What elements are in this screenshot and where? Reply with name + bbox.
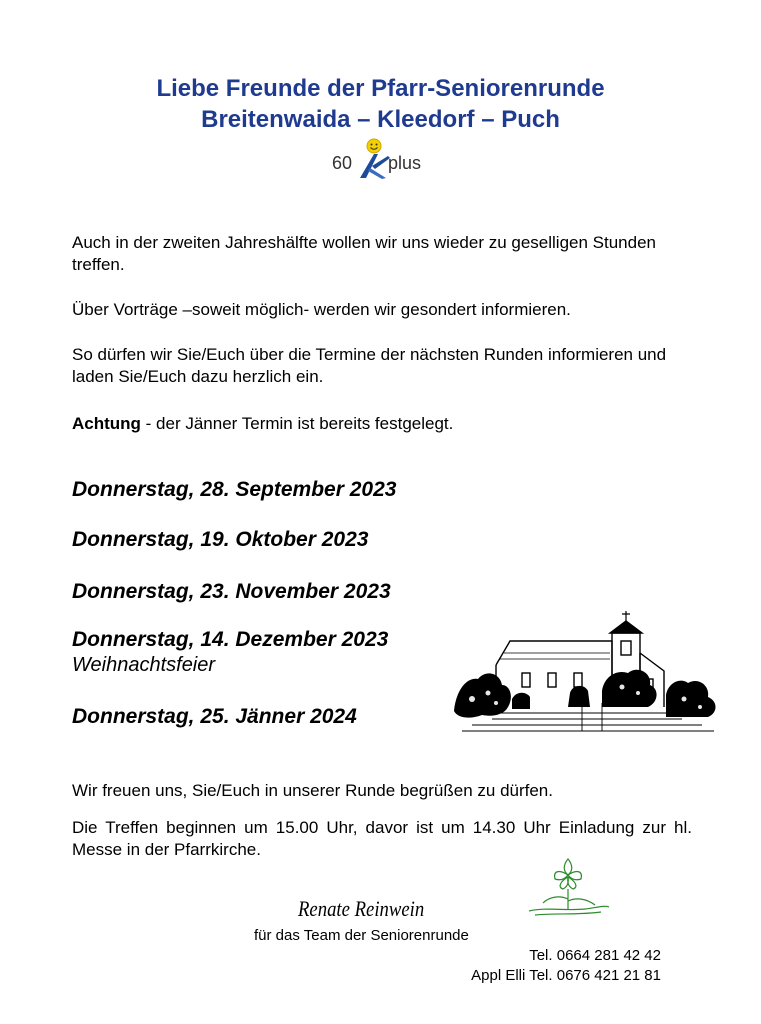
sixty-plus-logo	[330, 138, 434, 184]
attention-note	[72, 413, 692, 435]
attention-text: - der Jänner Termin ist bereits festgelegt.	[140, 414, 454, 433]
date-item: Donnerstag, 14. Dezember 2023	[72, 628, 389, 651]
logo-number: 60	[332, 153, 353, 173]
title-line-2: Breitenwaida – Kleedorf – Puch	[201, 106, 560, 133]
intro-paragraph-2: Über Vorträge –soweit möglich- werden wir gesondert informieren.	[72, 300, 571, 319]
telephone-2: Appl Elli Tel. 0676 421 21 81	[471, 967, 661, 984]
church-illustration-icon	[452, 603, 724, 738]
attention-label: Achtung	[72, 414, 141, 433]
title-line-1: Liebe Freunde der Pfarr-Seniorenrunde	[156, 75, 605, 102]
flower-drawing-icon	[525, 855, 611, 919]
logo-text: plus	[388, 153, 422, 173]
date-item: Donnerstag, 23. November 2023	[72, 580, 391, 603]
closing-paragraph-2: Die Treffen beginnen um 15.00 Uhr, davor ist um 14.30 Uhr Einladung zur hl. Messe in der Pfarrkirche.	[72, 818, 692, 859]
signature-name: Renate Reinwein	[298, 896, 425, 921]
date-item: Donnerstag, 19. Oktober 2023	[72, 528, 369, 551]
closing-paragraph-1: Wir freuen uns, Sie/Euch in unserer Runde begrüßen zu dürfen.	[72, 781, 553, 800]
intro-paragraph-3: So dürfen wir Sie/Euch über die Termine der nächsten Runden informieren und laden Sie/Euch dazu herzlich ein.	[72, 345, 667, 386]
date-note: Weihnachtsfeier	[72, 654, 216, 676]
telephone-1: Tel. 0664 281 42 42	[529, 947, 661, 964]
date-item: Donnerstag, 25. Jänner 2024	[72, 705, 357, 728]
signature-team: für das Team der Seniorenrunde	[254, 927, 469, 944]
date-item: Donnerstag, 28. September 2023	[72, 478, 397, 501]
intro-paragraph-1: Auch in der zweiten Jahreshälfte wollen wir uns wieder zu geselligen Stunden treffen.	[72, 233, 657, 274]
